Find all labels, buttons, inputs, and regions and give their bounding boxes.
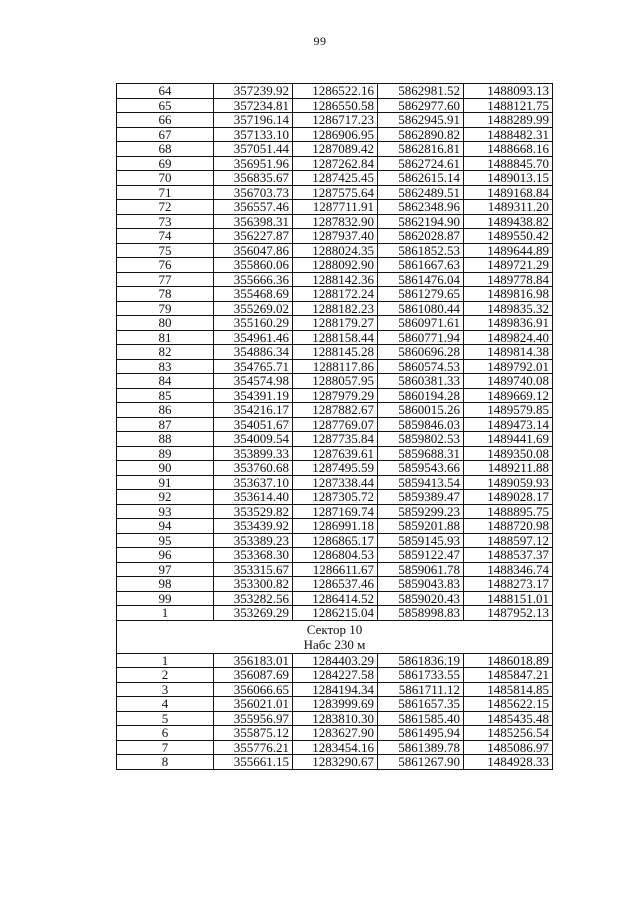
table-row <box>117 697 553 712</box>
coordinate-cell: 1288182.23 <box>293 301 378 316</box>
coordinate-cell: 1488121.75 <box>464 98 553 113</box>
table-row <box>117 417 553 432</box>
point-number-cell: 69 <box>117 156 214 171</box>
coordinate-cell: 5861711.12 <box>378 682 464 697</box>
point-number-cell: 4 <box>117 697 214 712</box>
coordinate-cell: 1286215.04 <box>293 606 378 621</box>
coordinate-cell: 353637.10 <box>214 475 293 490</box>
coordinate-cell: 1286991.18 <box>293 519 378 534</box>
point-number-cell: 97 <box>117 562 214 577</box>
coordinate-cell: 1489438.82 <box>464 214 553 229</box>
table-row <box>117 229 553 244</box>
table-row <box>117 127 553 142</box>
coordinate-cell: 5862615.14 <box>378 171 464 186</box>
coordinate-cell: 1489013.15 <box>464 171 553 186</box>
coordinate-cell: 1288142.36 <box>293 272 378 287</box>
coordinate-cell: 5861389.78 <box>378 740 464 755</box>
coordinate-cell: 5862890.82 <box>378 127 464 142</box>
point-number-cell: 98 <box>117 577 214 592</box>
coordinate-cell: 5860381.33 <box>378 374 464 389</box>
coordinate-cell: 5859145.93 <box>378 533 464 548</box>
coordinate-cell: 357239.92 <box>214 84 293 99</box>
coordinate-cell: 1287937.40 <box>293 229 378 244</box>
coordinate-cell: 356703.73 <box>214 185 293 200</box>
coordinate-cell: 354391.19 <box>214 388 293 403</box>
coordinate-cell: 5860015.26 <box>378 403 464 418</box>
coordinate-cell: 1489644.89 <box>464 243 553 258</box>
coordinate-cell: 5859020.43 <box>378 591 464 606</box>
coordinate-cell: 1488346.74 <box>464 562 553 577</box>
point-number-cell: 3 <box>117 682 214 697</box>
table-row <box>117 591 553 606</box>
coordinate-cell: 354051.67 <box>214 417 293 432</box>
coordinate-cell: 1287979.29 <box>293 388 378 403</box>
point-number-cell: 79 <box>117 301 214 316</box>
point-number-cell: 8 <box>117 755 214 770</box>
coordinate-cell: 5862028.87 <box>378 229 464 244</box>
coordinate-cell: 1288145.28 <box>293 345 378 360</box>
coordinate-cell: 5859688.31 <box>378 446 464 461</box>
point-number-cell: 68 <box>117 142 214 157</box>
coordinate-cell: 356835.67 <box>214 171 293 186</box>
point-number-cell: 5 <box>117 711 214 726</box>
point-number-cell: 90 <box>117 461 214 476</box>
coordinate-cell: 1488537.37 <box>464 548 553 563</box>
table-row <box>117 490 553 505</box>
coordinate-cell: 5861585.40 <box>378 711 464 726</box>
coordinate-cell: 1286522.16 <box>293 84 378 99</box>
coordinate-cell: 1488093.13 <box>464 84 553 99</box>
point-number-cell: 81 <box>117 330 214 345</box>
coordinate-cell: 1488597.12 <box>464 533 553 548</box>
coordinate-cell: 1489059.93 <box>464 475 553 490</box>
coordinate-cell: 356557.46 <box>214 200 293 215</box>
table-row <box>117 711 553 726</box>
coordinate-cell: 1485814.85 <box>464 682 553 697</box>
coordinate-cell: 357196.14 <box>214 113 293 128</box>
point-number-cell: 96 <box>117 548 214 563</box>
coordinate-cell: 354009.54 <box>214 432 293 447</box>
sector-header-cell <box>117 620 553 653</box>
coordinate-cell: 5859122.47 <box>378 548 464 563</box>
table-body-sector <box>117 653 553 769</box>
coordinate-cell: 1288172.24 <box>293 287 378 302</box>
table-row <box>117 316 553 331</box>
coordinate-cell: 1286550.58 <box>293 98 378 113</box>
sector-header-group <box>117 620 553 653</box>
coordinate-cell: 1489824.40 <box>464 330 553 345</box>
point-number-cell: 1 <box>117 606 214 621</box>
table-row <box>117 330 553 345</box>
coordinate-cell: 1283627.90 <box>293 726 378 741</box>
coordinate-cell: 1283810.30 <box>293 711 378 726</box>
coordinate-cell: 355160.29 <box>214 316 293 331</box>
coordinate-cell: 353269.29 <box>214 606 293 621</box>
coordinate-cell: 1283454.16 <box>293 740 378 755</box>
coordinate-cell: 1287305.72 <box>293 490 378 505</box>
coordinate-cell: 1288092.90 <box>293 258 378 273</box>
table-row <box>117 461 553 476</box>
coordinate-cell: 1284194.34 <box>293 682 378 697</box>
coordinate-cell: 1488151.01 <box>464 591 553 606</box>
coordinate-cell: 5860971.61 <box>378 316 464 331</box>
coordinate-cell: 5859299.23 <box>378 504 464 519</box>
coordinate-cell: 1489028.17 <box>464 490 553 505</box>
coordinate-cell: 1489792.01 <box>464 359 553 374</box>
table-row <box>117 243 553 258</box>
coordinate-cell: 1486018.89 <box>464 653 553 668</box>
coordinate-cell: 5862816.81 <box>378 142 464 157</box>
coordinate-cell: 1286906.95 <box>293 127 378 142</box>
point-number-cell: 84 <box>117 374 214 389</box>
coordinate-cell: 1287882.67 <box>293 403 378 418</box>
coordinate-cell: 5862194.90 <box>378 214 464 229</box>
point-number-cell: 65 <box>117 98 214 113</box>
point-number-cell: 92 <box>117 490 214 505</box>
page-number: 99 <box>313 34 327 48</box>
table-row <box>117 577 553 592</box>
coordinate-cell: 1488273.17 <box>464 577 553 592</box>
point-number-cell: 80 <box>117 316 214 331</box>
table-row <box>117 84 553 99</box>
coordinate-cell: 1284403.29 <box>293 653 378 668</box>
coordinate-cell: 1485086.97 <box>464 740 553 755</box>
coordinate-cell: 1283999.69 <box>293 697 378 712</box>
coordinate-cell: 357133.10 <box>214 127 293 142</box>
coordinate-cell: 5861836.19 <box>378 653 464 668</box>
point-number-cell: 99 <box>117 591 214 606</box>
point-number-cell: 6 <box>117 726 214 741</box>
coordinate-cell: 354574.98 <box>214 374 293 389</box>
coordinate-cell: 1485622.15 <box>464 697 553 712</box>
coordinate-cell: 5858998.83 <box>378 606 464 621</box>
coordinate-cell: 5861495.94 <box>378 726 464 741</box>
coordinate-cell: 353300.82 <box>214 577 293 592</box>
table-row <box>117 156 553 171</box>
point-number-cell: 72 <box>117 200 214 215</box>
table-row <box>117 403 553 418</box>
point-number-cell: 91 <box>117 475 214 490</box>
coordinate-cell: 1489168.84 <box>464 185 553 200</box>
table-row <box>117 113 553 128</box>
coordinate-cell: 355661.15 <box>214 755 293 770</box>
coordinate-cell: 1488482.31 <box>464 127 553 142</box>
coordinate-cell: 5861476.04 <box>378 272 464 287</box>
coordinate-cell: 5862489.51 <box>378 185 464 200</box>
table-row <box>117 301 553 316</box>
coordinate-cell: 1489835.32 <box>464 301 553 316</box>
table-row <box>117 504 553 519</box>
table-row <box>117 272 553 287</box>
coordinate-cell: 1489816.98 <box>464 287 553 302</box>
coordinate-cell: 356398.31 <box>214 214 293 229</box>
table-row <box>117 287 553 302</box>
table-row <box>117 214 553 229</box>
table-row <box>117 200 553 215</box>
table-body-top <box>117 84 553 621</box>
table-row <box>117 668 553 683</box>
coordinate-cell: 1484928.33 <box>464 755 553 770</box>
point-number-cell: 73 <box>117 214 214 229</box>
coordinate-cell: 5861279.65 <box>378 287 464 302</box>
coordinate-cell: 1489311.20 <box>464 200 553 215</box>
coordinate-cell: 5861733.55 <box>378 668 464 683</box>
point-number-cell: 89 <box>117 446 214 461</box>
coordinate-cell: 5861667.63 <box>378 258 464 273</box>
coordinate-cell: 1286611.67 <box>293 562 378 577</box>
coordinate-cell: 1489778.84 <box>464 272 553 287</box>
coordinate-cell: 1288158.44 <box>293 330 378 345</box>
point-number-cell: 71 <box>117 185 214 200</box>
coordinate-cell: 354961.46 <box>214 330 293 345</box>
point-number-cell: 88 <box>117 432 214 447</box>
table-row <box>117 519 553 534</box>
coordinate-cell: 1488668.16 <box>464 142 553 157</box>
coordinate-cell: 1489441.69 <box>464 432 553 447</box>
coordinate-cell: 1288179.27 <box>293 316 378 331</box>
point-number-cell: 78 <box>117 287 214 302</box>
coordinate-cell: 1287338.44 <box>293 475 378 490</box>
coordinate-cell: 1288024.35 <box>293 243 378 258</box>
coordinate-cell: 1286717.23 <box>293 113 378 128</box>
coordinate-cell: 5860696.28 <box>378 345 464 360</box>
point-number-cell: 82 <box>117 345 214 360</box>
coordinate-cell: 5859061.78 <box>378 562 464 577</box>
coordinate-cell: 1489473.14 <box>464 417 553 432</box>
coordinate-cell: 1286865.17 <box>293 533 378 548</box>
coordinate-cell: 353315.67 <box>214 562 293 577</box>
coordinate-cell: 1489814.38 <box>464 345 553 360</box>
coordinate-cell: 5859201.88 <box>378 519 464 534</box>
sector-header-row <box>117 620 553 653</box>
table-row <box>117 548 553 563</box>
coordinate-cell: 1287089.42 <box>293 142 378 157</box>
coordinate-cell: 1485435.48 <box>464 711 553 726</box>
coordinate-cell: 5861267.90 <box>378 755 464 770</box>
coordinate-cell: 353389.23 <box>214 533 293 548</box>
table-row <box>117 98 553 113</box>
coordinate-cell: 355875.12 <box>214 726 293 741</box>
point-number-cell: 7 <box>117 740 214 755</box>
table-row <box>117 533 553 548</box>
coordinate-cell: 353282.56 <box>214 591 293 606</box>
coordinate-cell: 5859543.66 <box>378 461 464 476</box>
point-number-cell: 83 <box>117 359 214 374</box>
coordinate-cell: 1287169.74 <box>293 504 378 519</box>
coordinate-cell: 5859043.83 <box>378 577 464 592</box>
coordinate-cell: 1489550.42 <box>464 229 553 244</box>
coordinate-cell: 5861852.53 <box>378 243 464 258</box>
coordinate-cell: 356066.65 <box>214 682 293 697</box>
coordinate-cell: 1286804.53 <box>293 548 378 563</box>
coordinate-cell: 1288117.86 <box>293 359 378 374</box>
coordinate-cell: 354886.34 <box>214 345 293 360</box>
coordinate-cell: 1489579.85 <box>464 403 553 418</box>
table-row <box>117 562 553 577</box>
coordinate-cell: 5860194.28 <box>378 388 464 403</box>
coordinate-cell: 1487952.13 <box>464 606 553 621</box>
point-number-cell: 93 <box>117 504 214 519</box>
coordinate-cell: 355956.97 <box>214 711 293 726</box>
point-number-cell: 67 <box>117 127 214 142</box>
coordinate-cell: 357051.44 <box>214 142 293 157</box>
table-row <box>117 185 553 200</box>
point-number-cell: 95 <box>117 533 214 548</box>
coordinate-cell: 1489740.08 <box>464 374 553 389</box>
coordinate-cell: 1489669.12 <box>464 388 553 403</box>
coordinate-cell: 1488289.99 <box>464 113 553 128</box>
coordinate-cell: 5860771.94 <box>378 330 464 345</box>
coordinate-cell: 356227.87 <box>214 229 293 244</box>
coordinate-cell: 1488845.70 <box>464 156 553 171</box>
coordinate-cell: 355468.69 <box>214 287 293 302</box>
sector-title: Сектор 10 <box>306 621 363 637</box>
table-row <box>117 446 553 461</box>
coordinate-cell: 356021.01 <box>214 697 293 712</box>
coordinate-cell: 354765.71 <box>214 359 293 374</box>
coordinate-cell: 5859413.54 <box>378 475 464 490</box>
coordinate-cell: 1287711.91 <box>293 200 378 215</box>
coordinate-cell: 355860.06 <box>214 258 293 273</box>
coordinate-cell: 355776.21 <box>214 740 293 755</box>
coordinate-cell: 5862724.61 <box>378 156 464 171</box>
coordinate-cell: 1485256.54 <box>464 726 553 741</box>
coordinate-cell: 1287735.84 <box>293 432 378 447</box>
coordinate-cell: 5861657.35 <box>378 697 464 712</box>
coordinate-cell: 1489211.88 <box>464 461 553 476</box>
coordinate-cell: 356183.01 <box>214 653 293 668</box>
coordinate-cell: 1284227.58 <box>293 668 378 683</box>
point-number-cell: 85 <box>117 388 214 403</box>
coordinate-cell: 1488720.98 <box>464 519 553 534</box>
coordinate-cell: 1287832.90 <box>293 214 378 229</box>
table-row <box>117 726 553 741</box>
coordinate-cell: 1489836.91 <box>464 316 553 331</box>
coordinate-cell: 5862981.52 <box>378 84 464 99</box>
table-row <box>117 171 553 186</box>
coordinate-cell: 5862945.91 <box>378 113 464 128</box>
point-number-cell: 64 <box>117 84 214 99</box>
table-row <box>117 755 553 770</box>
coordinate-cell: 1283290.67 <box>293 755 378 770</box>
coordinate-cell: 355269.02 <box>214 301 293 316</box>
coordinate-cell: 353760.68 <box>214 461 293 476</box>
coordinate-cell: 1485847.21 <box>464 668 553 683</box>
coordinate-cell: 353899.33 <box>214 446 293 461</box>
coordinate-cell: 1287262.84 <box>293 156 378 171</box>
coordinate-cell: 356951.96 <box>214 156 293 171</box>
coordinate-cell: 1286537.46 <box>293 577 378 592</box>
coordinate-cell: 1288057.95 <box>293 374 378 389</box>
coordinate-cell: 356087.69 <box>214 668 293 683</box>
point-number-cell: 2 <box>117 668 214 683</box>
coordinate-cell: 356047.86 <box>214 243 293 258</box>
coordinate-cell: 5861080.44 <box>378 301 464 316</box>
coordinate-cell: 1287639.61 <box>293 446 378 461</box>
table-row <box>117 359 553 374</box>
point-number-cell: 75 <box>117 243 214 258</box>
coordinate-cell: 5862977.60 <box>378 98 464 113</box>
coordinate-cell: 354216.17 <box>214 403 293 418</box>
table-row <box>117 740 553 755</box>
coordinate-cell: 353368.30 <box>214 548 293 563</box>
coordinate-cell: 1287575.64 <box>293 185 378 200</box>
table-row <box>117 432 553 447</box>
coordinate-cell: 353529.82 <box>214 504 293 519</box>
coordinate-cell: 5862348.96 <box>378 200 464 215</box>
coordinate-cell: 353439.92 <box>214 519 293 534</box>
table-row <box>117 388 553 403</box>
table-row <box>117 374 553 389</box>
sector-subtitle: Набс 230 м <box>303 636 366 652</box>
coordinate-cell: 1489721.29 <box>464 258 553 273</box>
table-row <box>117 142 553 157</box>
point-number-cell: 1 <box>117 653 214 668</box>
point-number-cell: 70 <box>117 171 214 186</box>
point-number-cell: 77 <box>117 272 214 287</box>
point-number-cell: 74 <box>117 229 214 244</box>
coordinate-cell: 1287425.45 <box>293 171 378 186</box>
point-number-cell: 66 <box>117 113 214 128</box>
coordinate-cell: 357234.81 <box>214 98 293 113</box>
table-row <box>117 258 553 273</box>
table-row <box>117 653 553 668</box>
coordinate-cell: 5859802.53 <box>378 432 464 447</box>
coordinate-cell: 5860574.53 <box>378 359 464 374</box>
coordinate-cell: 1287769.07 <box>293 417 378 432</box>
point-number-cell: 76 <box>117 258 214 273</box>
coordinate-cell: 5859846.03 <box>378 417 464 432</box>
coordinate-cell: 353614.40 <box>214 490 293 505</box>
point-number-cell: 87 <box>117 417 214 432</box>
coordinate-cell: 1488895.75 <box>464 504 553 519</box>
coordinate-cell: 1489350.08 <box>464 446 553 461</box>
coordinate-cell: 1287495.59 <box>293 461 378 476</box>
table-row <box>117 606 553 621</box>
table-row <box>117 345 553 360</box>
coordinate-cell: 1286414.52 <box>293 591 378 606</box>
table-row <box>117 682 553 697</box>
coordinate-cell: 355666.36 <box>214 272 293 287</box>
coordinate-cell: 5859389.47 <box>378 490 464 505</box>
coordinates-table <box>116 83 553 770</box>
point-number-cell: 86 <box>117 403 214 418</box>
point-number-cell: 94 <box>117 519 214 534</box>
table-row <box>117 475 553 490</box>
